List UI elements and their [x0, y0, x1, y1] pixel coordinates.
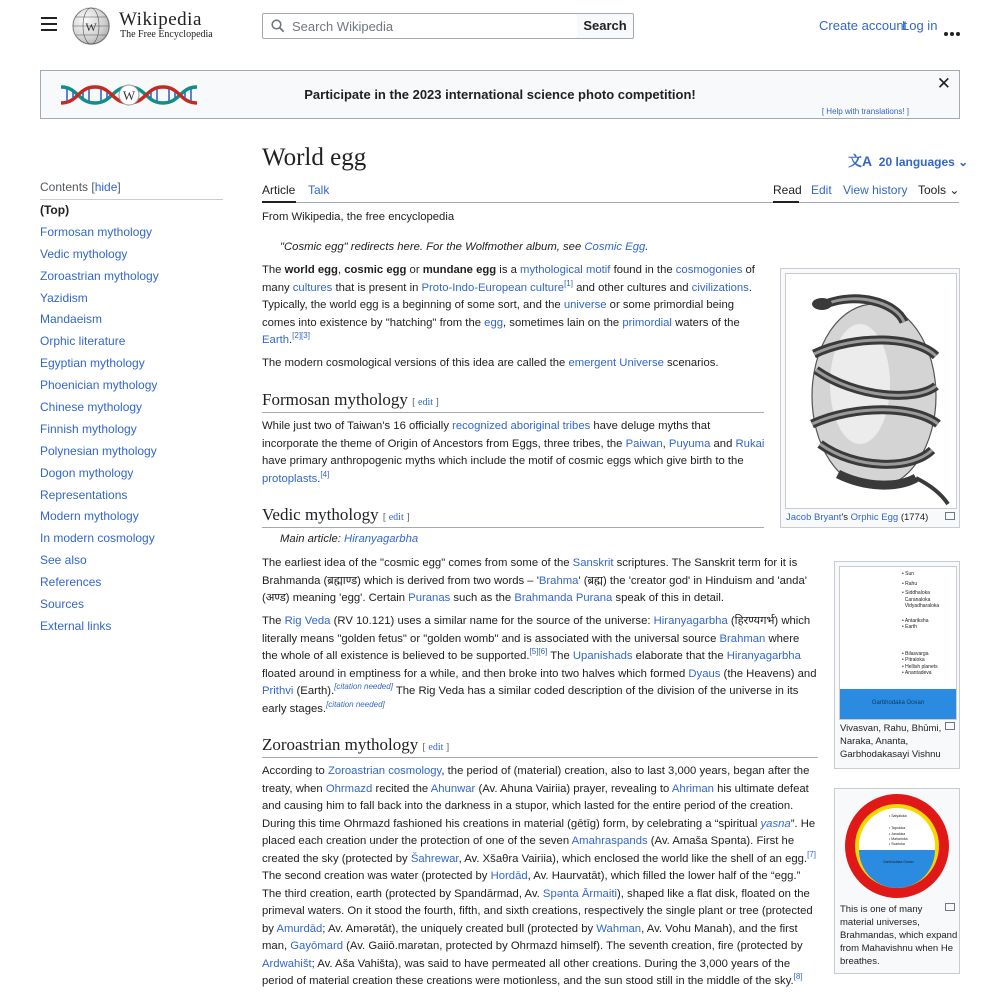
toc-item[interactable]: Representations	[40, 487, 128, 502]
edit-section-link[interactable]: edit	[418, 397, 434, 408]
link[interactable]: emergent Universe	[568, 357, 664, 369]
toc-item[interactable]: Orphic literature	[40, 334, 126, 349]
link[interactable]: Prithvi	[262, 685, 294, 697]
section-divider	[262, 412, 764, 413]
toc-item[interactable]: Vedic mythology	[40, 246, 128, 261]
toc-item[interactable]: External links	[40, 618, 112, 633]
tab-article-underline	[262, 201, 296, 203]
banner-message[interactable]: Participate in the 2023 international science photo competition!	[304, 87, 696, 102]
link[interactable]: Hordād	[490, 870, 528, 882]
link[interactable]: egg	[484, 316, 504, 329]
serpent-egg-illustration	[786, 274, 956, 508]
diagram-caption: This is one of many material universes, Brahmandas, which expand from Mahavishnu when He breathes.	[840, 904, 958, 967]
tab-view-history[interactable]: View history	[843, 183, 908, 197]
toc-divider	[40, 199, 223, 200]
hatnote-link[interactable]: Cosmic Egg	[584, 241, 646, 253]
citation-link[interactable]: [5][6]	[529, 647, 548, 657]
link[interactable]: Brahmanda Purana	[514, 592, 613, 604]
svg-text:• Maharloka: • Maharloka	[889, 837, 908, 841]
chevron-down-icon: ⌄	[949, 183, 960, 197]
main-menu-button[interactable]	[41, 17, 57, 31]
brahmanda-diagram-image[interactable]	[839, 566, 957, 720]
translate-icon: 文A	[848, 153, 873, 169]
link[interactable]: Earth	[262, 334, 290, 346]
language-count: 20 languages	[878, 155, 955, 169]
orphic-egg-image[interactable]	[785, 273, 957, 509]
link[interactable]: universe	[563, 299, 607, 311]
link[interactable]: Jacob Bryant	[786, 512, 842, 523]
toc-item[interactable]: Formosan mythology	[40, 224, 153, 239]
page-title: World egg	[262, 144, 367, 171]
vedic-paragraph-2: The Rig Veda (RV 10.121) uses a similar name for the source of the universe: Hiranyagarbha (हिरण्यगर्भ) which literally means "golden fetus" or "golden womb" and is associated with the universal source Brahman where the whole of all existence is believed to be supported.[5][6] The Upanishads elaborate that the Hiranyagarbha floated around in emptiness for a while, and then broke into two halves which formed Dyaus (the Heavens) and Prithvi (Earth).[citation needed] The Rig Veda has a similar coded description of the division of the universe in its early stages.[citation needed]	[262, 615, 817, 715]
link[interactable]: Rukai	[735, 437, 765, 450]
section-divider	[262, 757, 818, 758]
citation-link[interactable]: [4]	[320, 469, 330, 479]
table-of-contents	[40, 202, 159, 640]
link[interactable]: cosmogonies	[675, 264, 743, 276]
tab-edit[interactable]: Edit	[811, 183, 832, 197]
more-options-icon[interactable]	[944, 23, 962, 41]
toc-header: Contents [hide]	[40, 180, 121, 194]
link[interactable]: Ahriman	[671, 782, 714, 795]
link[interactable]: Puranas	[408, 592, 451, 604]
help-translate-link[interactable]: [ Help with translations! ]	[821, 107, 909, 116]
citation-link[interactable]: [2][3]	[292, 331, 310, 341]
link[interactable]: civilizations	[691, 281, 749, 294]
tab-read[interactable]: Read	[773, 183, 802, 197]
language-button[interactable]	[848, 151, 968, 171]
link[interactable]: Wahman	[596, 922, 642, 935]
link[interactable]: Rig Veda	[284, 615, 331, 627]
diagram-caption: Vivasvan, Rahu, Bhūmi, Naraka, Ananta, Garbhodakasayi Vishnu	[840, 723, 942, 760]
link[interactable]: Brahma	[538, 574, 579, 587]
citation-link[interactable]: [8]	[793, 972, 803, 982]
site-notice-banner	[40, 70, 960, 119]
brahmanda-diagram-figure	[834, 561, 960, 769]
enlarge-icon[interactable]	[945, 512, 955, 520]
toc-item-top[interactable]: (Top)	[40, 203, 70, 217]
toc-item[interactable]: Finnish mythology	[40, 421, 137, 436]
link[interactable]: Ahunwar	[430, 782, 476, 795]
svg-text:Garbhodaka Ocean: Garbhodaka Ocean	[883, 860, 914, 864]
vedic-paragraph-1: The earliest idea of the "cosmic egg" comes from some of the Sanskrit scriptures. The Sanskrit term for it is Brahmanda (ब्रह्माण्ड) which is derived from two words – 'Brahma' (ब्रह्म) the 'creator god' in Hinduism and 'anda' (अण्ड) meaning 'egg'. Certain Puranas such as the Brahmanda Purana speak of this in detail.	[262, 557, 807, 604]
svg-text:• Janaloka: • Janaloka	[889, 832, 906, 836]
wikipedia-globe-logo[interactable]	[72, 7, 110, 45]
link[interactable]: recognized aboriginal tribes	[452, 420, 591, 432]
link[interactable]: Sanskrit	[572, 557, 614, 569]
tools-menu[interactable]: Tools ⌄	[918, 183, 960, 197]
chevron-down-icon: ⌄	[958, 155, 969, 169]
link[interactable]: Hiranyagarbha	[653, 615, 728, 627]
ocean-label: Garbhodaka Ocean	[871, 700, 925, 706]
svg-text:W: W	[85, 20, 97, 34]
intro-paragraph: The world egg, cosmic egg or mundane egg is a mythological motif found in the cosmogonies of many cultures that is present in Proto-Indo-European culture[1] and other cultures and civilizations. Typically, the world egg is a beginning of some sort, and the universe or some primordial being comes into existence by "hatching" from the egg, sometimes lain on the primordial waters of the Earth.[2][3]	[262, 264, 755, 346]
toc-item[interactable]: In modern cosmology	[40, 531, 155, 546]
toc-item[interactable]: See also	[40, 553, 87, 568]
citation-link[interactable]: [7]	[807, 849, 816, 859]
section-heading-vedic: Vedic mythology [ edit ]	[262, 505, 410, 524]
toc-item[interactable]: Dogon mythology	[40, 465, 134, 480]
create-account-link[interactable]: Create account	[819, 18, 908, 33]
brahmanda-circle-image[interactable]	[839, 793, 955, 899]
svg-text:• Tapoloka: • Tapoloka	[889, 826, 906, 830]
tabs-divider	[262, 202, 959, 203]
toc-item[interactable]: References	[40, 575, 102, 590]
enlarge-icon[interactable]	[945, 722, 955, 730]
tab-talk[interactable]: Talk	[308, 183, 330, 197]
section-divider	[262, 527, 764, 528]
toc-item[interactable]: Phoenician mythology	[40, 378, 158, 393]
edit-section-link[interactable]: edit	[388, 512, 404, 523]
toc-item[interactable]: Yazidism	[40, 290, 88, 305]
toc-item[interactable]: Chinese mythology	[40, 400, 143, 415]
toc-item[interactable]: Sources	[40, 597, 85, 612]
citation-needed-link[interactable]: [citation needed]	[326, 699, 385, 709]
link[interactable]: Zoroastrian cosmology	[327, 765, 442, 777]
formosan-paragraph: While just two of Taiwan's 16 officially recognized aboriginal tribes have deluge myths that incorporate the theme of Origin of Ancestors from Eggs, three tribes, the Paiwan, Puyuma and Rukai have primary anthropogenic myths which include the motif of cosmic eggs which give birth to the protoplasts.[4]	[262, 420, 765, 485]
site-subtitle: From Wikipedia, the free encyclopedia	[262, 211, 455, 223]
tagline: The Free Encyclopedia	[120, 29, 213, 40]
ocean-band	[840, 689, 956, 719]
toc-item[interactable]: Modern mythology	[40, 509, 139, 524]
link[interactable]: primordial	[622, 316, 672, 329]
link[interactable]: cultures	[292, 281, 333, 294]
link[interactable]: Upanishads	[572, 650, 633, 662]
link[interactable]: Amurdād	[276, 922, 323, 935]
svg-text:• Svarloka: • Svarloka	[889, 842, 905, 846]
link[interactable]: Ardwahišt	[262, 957, 312, 970]
link[interactable]: yasna	[760, 817, 791, 830]
edit-section-link[interactable]: edit	[428, 742, 444, 753]
main-article-hatnote: Main article: Hiranyagarbha	[280, 533, 419, 545]
link[interactable]: Amahraspands	[571, 835, 648, 847]
close-icon[interactable]: ✕	[936, 74, 951, 93]
link[interactable]: Dyaus	[688, 667, 721, 680]
link[interactable]: Paiwan	[625, 437, 663, 450]
toc-hide-link[interactable]: hide	[94, 180, 118, 194]
citation-link[interactable]: [1]	[564, 278, 573, 288]
link[interactable]: mythological motif	[520, 264, 611, 276]
orphic-egg-caption: Jacob Bryant's Orphic Egg (1774)	[786, 512, 929, 523]
toc-item[interactable]: Polynesian mythology	[40, 443, 157, 458]
link[interactable]: Šahrewar	[410, 852, 459, 865]
link[interactable]: protoplasts	[262, 472, 318, 485]
search-input[interactable]	[262, 13, 578, 39]
link[interactable]: Hiranyagarbha	[344, 533, 419, 545]
link[interactable]: Brahman	[719, 632, 766, 645]
link[interactable]: Gayōmard	[290, 940, 344, 952]
tab-read-underline	[773, 201, 799, 203]
link[interactable]: Puyuma	[668, 437, 711, 450]
link[interactable]: Hiranyagarbha	[726, 650, 801, 662]
toc-item[interactable]: Mandaeism	[40, 312, 103, 327]
search-placeholder: Search Wikipedia	[292, 19, 394, 34]
orphic-egg-figure	[780, 268, 960, 528]
zoroastrian-paragraph: According to Zoroastrian cosmology, the period of (material) creation, also to last 3,000 years, began after the treaty, when Ohrmazd recited the Ahunwar (Av. Ahuna Vairiia) prayer, revealing to Ahriman his ultimate defeat and causing him to fall back into the darkness in a stupor, which lasted for the entire period of the creation. During this time Ohrmazd fashioned his creations in material (gētīg) form, by celebrating a “spiritual yasna”. He placed each creation under the protection of one of the seven Amahraspands (Av. Amaša Spənta). First he created the sky (protected by Šahrewar, Av. Xšaθra Vairiia), which enclosed the world like the shell of an egg.[7] The second creation was water (protected by Hordād, Av. Haurvatāt), which filled the lower half of the “egg.” The third creation, earth (protected by Spandārmad, Av. Spənta Ārmaiti), shaped like a flat disk, floated on the primeval waters. On it stood the fourth, fifth, and sixth creations, respectively the single plant or tree (protected by Amurdād; Av. Amərətāt), the uniquely created bull (protected by Wahman, Av. Vohu Manah), and the first man, Gayōmard (Av. Gaiiō.marətan, protected by Ohrmazd himself). The seventh creation, fire (protected by Ardwahišt; Av. Aša Vahišta), was said to have permeated all other creations. During the 3,000 years of the period of material creation these creations were motionless, and the sun stood still in the middle of the sky.[8]	[262, 765, 816, 987]
svg-text:• Satyaloka: • Satyaloka	[889, 814, 907, 818]
enlarge-icon[interactable]	[945, 903, 955, 911]
link[interactable]: Proto-Indo-European culture	[421, 281, 565, 294]
link[interactable]: Ohrmazd	[325, 782, 373, 795]
wordmark[interactable]: Wikipedia	[119, 9, 202, 30]
link[interactable]: Orphic Egg	[850, 512, 899, 523]
brahmanda-circle-figure	[834, 788, 960, 974]
search-icon	[271, 19, 285, 33]
toc-item[interactable]: Zoroastrian mythology	[40, 268, 159, 283]
hatnote: "Cosmic egg" redirects here. For the Wolfmother album, see Cosmic Egg.	[280, 241, 649, 253]
tab-article[interactable]: Article	[262, 183, 296, 197]
svg-text:W: W	[122, 88, 136, 103]
citation-needed-link[interactable]: [citation needed]	[334, 682, 393, 692]
toc-title: Contents	[40, 180, 89, 194]
section-heading-formosan: Formosan mythology [ edit ]	[262, 390, 439, 409]
link[interactable]: Spənta Ārmaiti	[542, 887, 617, 900]
search-button[interactable]: Search	[577, 13, 634, 39]
section-heading-zoroastrian: Zoroastrian mythology [ edit ]	[262, 735, 450, 754]
diagram-labels: • Sun • Rahu • Siddhaloka Caranaloka Vidyadharaloka • Antariksha • Earth • Bilasvarga • Pitraloka • Hellish planets • Anantadeva	[902, 571, 940, 676]
intro-paragraph-2: The modern cosmological versions of this idea are called the emergent Universe scenarios.	[262, 357, 719, 369]
toc-item[interactable]: Egyptian mythology	[40, 356, 145, 371]
log-in-link[interactable]: Log in	[902, 18, 938, 33]
